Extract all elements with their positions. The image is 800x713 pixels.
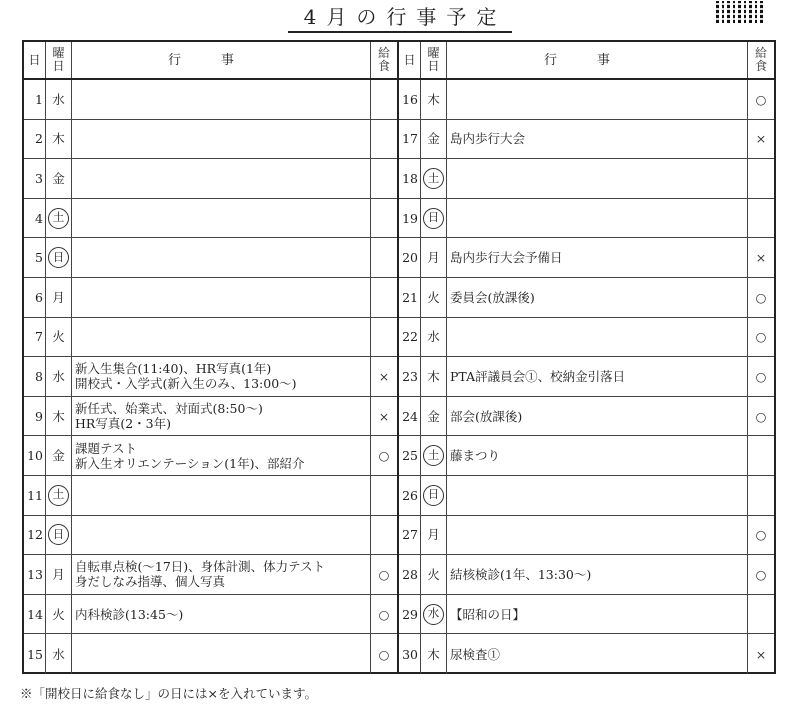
lunch-mark: × [755,250,767,266]
event-cell: 委員会(放課後) [447,278,748,317]
table-row [24,159,397,199]
lunch-mark [371,318,397,357]
event-cell [447,318,748,357]
table-row [399,436,774,476]
weekday: 金 [427,131,440,147]
day-number: 11 [24,476,46,515]
weekday: 金 [427,408,440,424]
event-cell: 藤まつり [447,436,748,475]
header-events: 行事 [447,42,748,78]
weekday-cell [421,80,447,119]
day-number: 6 [24,278,46,317]
lunch-mark [371,476,397,515]
day-number: 18 [399,159,421,198]
table-row [24,516,397,556]
weekday-cell [46,120,72,159]
weekday-cell [46,634,72,674]
holiday-weekday: 日 [423,485,444,506]
event-cell: 内科検診(13:45～) [72,595,371,634]
lunch-mark: ○ [755,289,767,305]
day-number: 21 [399,278,421,317]
lunch-mark [371,120,397,159]
day-number: 14 [24,595,46,634]
lunch-mark [748,476,774,515]
event-cell [72,476,371,515]
day-number: 8 [24,357,46,396]
lunch-mark [748,595,774,634]
weekday-cell [421,436,447,475]
weekday-cell [421,476,447,515]
event-cell [447,516,748,555]
event-cell [72,516,371,555]
weekday-cell [46,397,72,436]
day-number: 3 [24,159,46,198]
event-cell: 課題テスト 新入生オリエンテーション(1年)、部紹介 [72,436,371,475]
day-number: 7 [24,318,46,357]
event-cell [72,199,371,238]
holiday-weekday: 日 [423,208,444,229]
event-cell [447,476,748,515]
day-number: 17 [399,120,421,159]
weekday-cell [46,238,72,277]
lunch-mark [371,159,397,198]
day-number: 16 [399,80,421,119]
table-row [399,476,774,516]
page-title: 4月の行事予定 [0,2,800,32]
weekday-cell [421,278,447,317]
table-row [24,595,397,635]
table-row [399,159,774,199]
header-lunch: 給 食 [754,46,767,73]
lunch-mark: ○ [755,368,767,384]
weekday: 月 [427,527,440,543]
day-number: 24 [399,397,421,436]
day-number: 12 [24,516,46,555]
weekday: 木 [52,408,65,424]
weekday: 火 [427,566,440,582]
weekday-cell [421,634,447,674]
weekday-cell [421,397,447,436]
weekday-cell [46,318,72,357]
event-cell [447,159,748,198]
day-number: 28 [399,555,421,594]
header-events: 行事 [72,42,371,78]
event-cell: 新任式、始業式、対面式(8:50～) HR写真(2・3年) [72,397,371,436]
lunch-mark [748,159,774,198]
weekday-cell [46,436,72,475]
event-cell: 【昭和の日】 [447,595,748,634]
weekday: 月 [52,566,65,582]
weekday: 金 [52,448,65,464]
weekday-cell [421,159,447,198]
lunch-mark: ○ [755,329,767,345]
table-row [24,634,397,674]
header-day: 日 [399,42,421,78]
weekday: 水 [52,368,65,384]
weekday-cell [46,476,72,515]
lunch-mark: ○ [755,527,767,543]
weekday-cell [421,357,447,396]
header-weekday: 曜 日 [46,42,72,78]
table-row [24,436,397,476]
lunch-mark [748,436,774,475]
event-cell [72,278,371,317]
weekday: 火 [427,289,440,305]
schedule-left-half [24,42,399,674]
holiday-weekday: 土 [423,445,444,466]
header-lunch: 給 食 [377,46,390,73]
lunch-mark: × [755,646,767,662]
event-cell [72,120,371,159]
weekday-cell [46,278,72,317]
day-number: 23 [399,357,421,396]
weekday: 木 [427,91,440,107]
event-cell [72,238,371,277]
footnote: ※「開校日に給食なし」の日には×を入れています。 [20,686,317,701]
day-number: 15 [24,634,46,674]
table-row [24,397,397,437]
weekday-cell [46,80,72,119]
day-number: 22 [399,318,421,357]
table-row [399,199,774,239]
weekday: 金 [52,170,65,186]
table-row [24,278,397,318]
lunch-mark [371,199,397,238]
day-number: 1 [24,80,46,119]
lunch-mark [371,238,397,277]
table-row [24,120,397,160]
weekday: 水 [52,646,65,662]
table-row [399,318,774,358]
weekday-cell [46,516,72,555]
event-cell: 自転車点検(～17日)、身体計測、体力テスト 身だしなみ指導、個人写真 [72,555,371,594]
day-number: 25 [399,436,421,475]
lunch-mark: × [755,131,767,147]
lunch-mark: ○ [378,448,390,464]
day-number: 10 [24,436,46,475]
table-row [24,357,397,397]
table-row [399,278,774,318]
table-row [24,476,397,516]
day-number: 29 [399,595,421,634]
table-row [399,555,774,595]
weekday-cell [421,199,447,238]
event-cell [447,80,748,119]
holiday-weekday: 土 [48,208,69,229]
table-header-row [399,42,774,80]
table-row [24,555,397,595]
table-row [399,238,774,278]
weekday-cell [46,357,72,396]
day-number: 27 [399,516,421,555]
day-number: 30 [399,634,421,674]
holiday-weekday: 日 [48,524,69,545]
weekday: 木 [52,131,65,147]
event-cell: 島内歩行大会予備日 [447,238,748,277]
table-row [399,397,774,437]
weekday-cell [46,555,72,594]
qr-code [716,1,764,23]
table-row [399,595,774,635]
table-row [24,318,397,358]
event-cell [72,159,371,198]
schedule-table [22,40,776,674]
table-row [399,516,774,556]
event-cell [72,634,371,674]
holiday-weekday: 日 [48,247,69,268]
lunch-mark: × [378,408,390,424]
weekday: 火 [52,606,65,622]
day-number: 4 [24,199,46,238]
holiday-weekday: 土 [423,168,444,189]
table-row [399,80,774,120]
weekday-cell [46,199,72,238]
weekday: 月 [427,250,440,266]
weekday-cell [421,516,447,555]
lunch-mark: ○ [378,646,390,662]
weekday: 水 [52,91,65,107]
day-number: 2 [24,120,46,159]
table-row [24,80,397,120]
lunch-mark: ○ [755,408,767,424]
lunch-mark [371,80,397,119]
table-row [24,238,397,278]
day-number: 19 [399,199,421,238]
weekday: 水 [427,329,440,345]
weekday-cell [46,595,72,634]
event-cell [72,318,371,357]
lunch-mark [371,516,397,555]
table-header-row [24,42,397,80]
table-row [399,634,774,674]
weekday: 月 [52,289,65,305]
day-number: 13 [24,555,46,594]
event-cell: 島内歩行大会 [447,120,748,159]
table-row [399,120,774,160]
day-number: 26 [399,476,421,515]
weekday-cell [46,159,72,198]
header-weekday: 曜 日 [421,42,447,78]
weekday: 木 [427,368,440,384]
weekday: 火 [52,329,65,345]
event-cell [72,80,371,119]
day-number: 5 [24,238,46,277]
day-number: 20 [399,238,421,277]
lunch-mark: ○ [378,606,390,622]
lunch-mark: × [378,368,390,384]
weekday: 木 [427,646,440,662]
table-row [399,357,774,397]
event-cell [447,199,748,238]
lunch-mark [748,199,774,238]
lunch-mark: ○ [378,566,390,582]
event-cell: 部会(放課後) [447,397,748,436]
event-cell: 尿検査① [447,634,748,674]
weekday-cell [421,120,447,159]
weekday-cell [421,595,447,634]
weekday-cell [421,318,447,357]
header-day: 日 [24,42,46,78]
holiday-weekday: 土 [48,485,69,506]
lunch-mark: ○ [755,91,767,107]
event-cell: 結核検診(1年、13:30～) [447,555,748,594]
schedule-right-half [399,42,774,674]
table-row [24,199,397,239]
holiday-weekday: 水 [423,604,444,625]
weekday-cell [421,238,447,277]
lunch-mark: ○ [755,566,767,582]
day-number: 9 [24,397,46,436]
event-cell: PTA評議員会①、校納金引落日 [447,357,748,396]
weekday-cell [421,555,447,594]
lunch-mark [371,278,397,317]
event-cell: 新入生集合(11:40)、HR写真(1年) 開校式・入学式(新入生のみ、13:00～) [72,357,371,396]
